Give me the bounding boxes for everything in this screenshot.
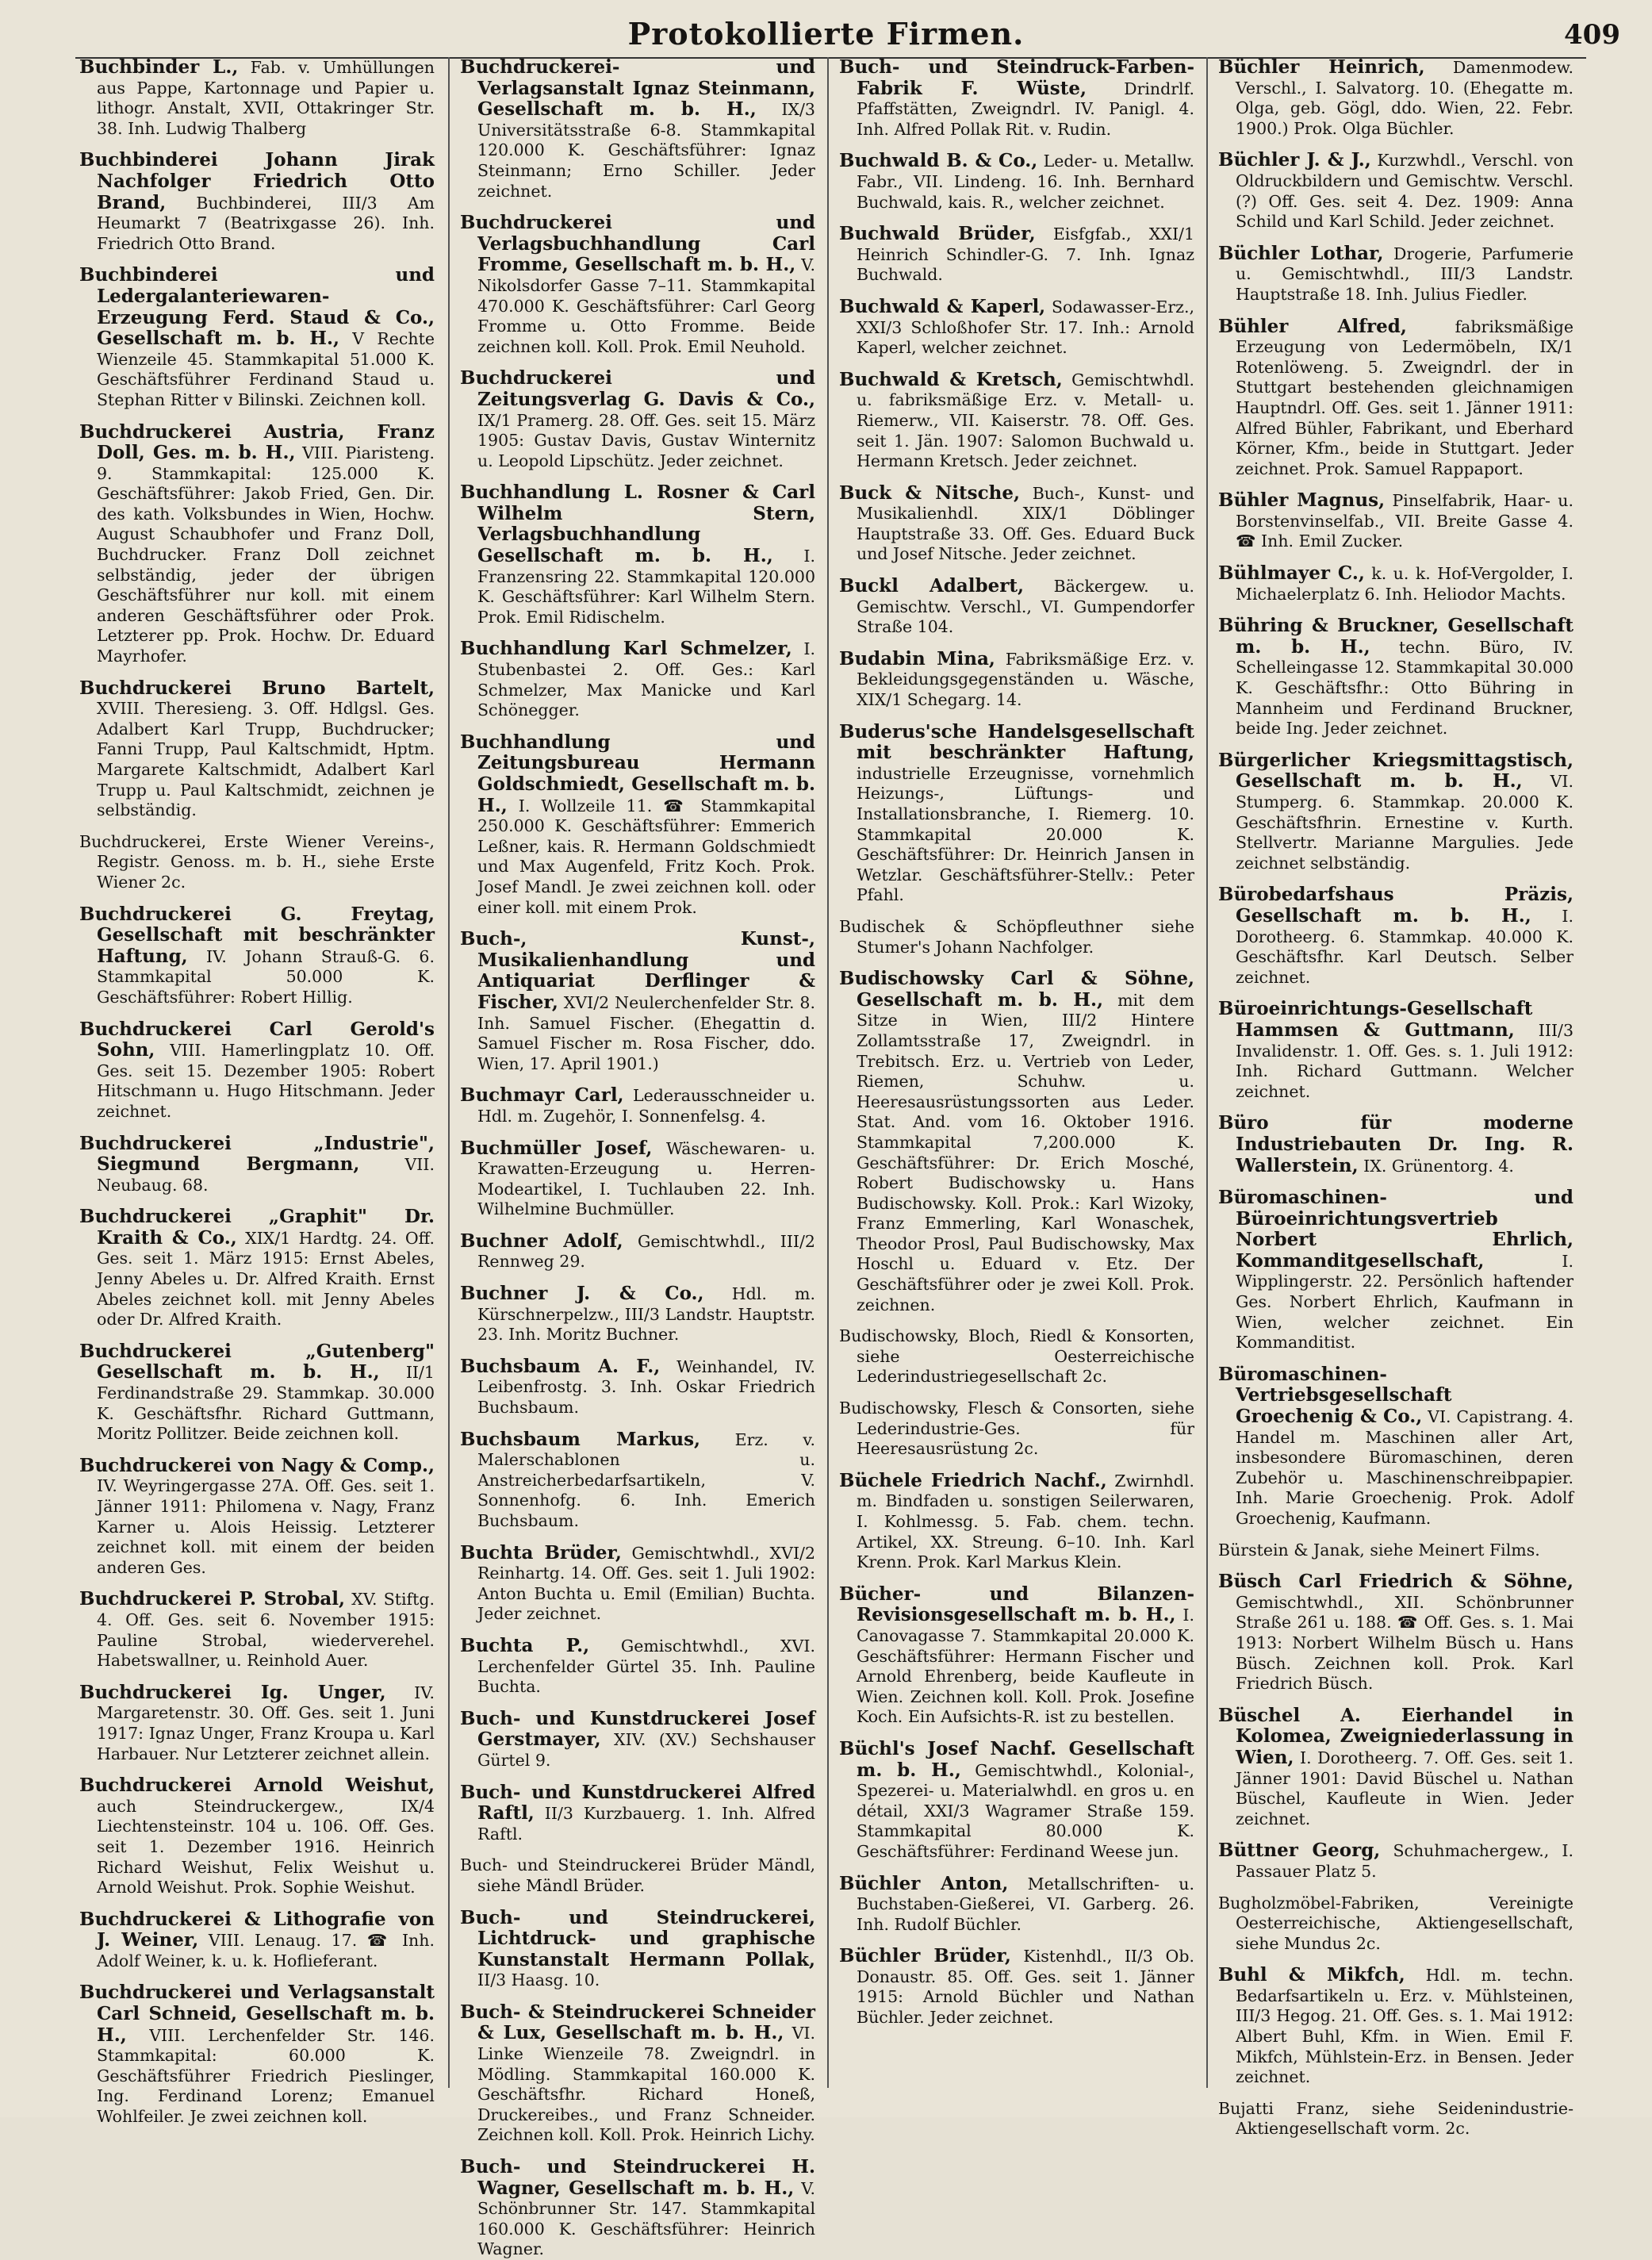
directory-entry: [839, 370, 1194, 472]
firm-details: I. Franzensring 22. Stammkapital 120.000 K. Geschäftsführer: Karl Wilhelm Stern. Prok. Emil Ridischelm.: [477, 547, 815, 627]
firm-details: VI. Capistrang. 4. Handel m. Maschinen aller Art, insbesondere Büromaschinen, deren Zubehör u. Maschinenschreibpapier. Inh. Marie Groechenig. Prok. Adolf Groechenig, Kaufmann.: [1236, 1407, 1574, 1528]
firm-details: VIII. Piaristeng. 9. Stammkapital: 125.000 K. Geschäftsführer: Jakob Fried, Gen. Dir. des kath. Volksbundes in Wien, Hochw. August Schaubhofer und Franz Doll, Buchdrucker. Franz Doll zeichnet selbständig, jeder der übrigen Geschäftsführer nur koll. mit einem anderen Geschäftsführer oder Prok. Letzterer pp. Prok. Hochw. Dr. Eduard Mayrhofer.: [97, 443, 435, 666]
firm-details: Gemischtwhdl., Kolonial-, Spezerei- u. Materialwhdl. en gros u. en détail, XXI/3 Wagramer Straße 159. Stammkapital 80.000 K. Geschäftsführer: Ferdinand Weese jun.: [857, 1760, 1194, 1861]
firm-name: Buchdruckerei- und Verlagsanstalt Ignaz Steinmann, Gesellschaft m. b. H.,: [460, 56, 815, 121]
firm-name: Buchdruckerei „Graphit" Dr. Kraith & Co.,: [79, 1206, 435, 1249]
directory-entry: [460, 368, 815, 471]
directory-entry: [839, 576, 1194, 638]
directory-entry: [79, 1775, 435, 1898]
directory-entry: [839, 917, 1194, 957]
firm-name: Buchbinder L.,: [79, 56, 239, 78]
page-number: 409: [1564, 19, 1620, 51]
firm-details: Buch- und Steindruckerei Brüder Mändl, siehe Mändl Brüder.: [460, 1855, 815, 1895]
firm-name: Bücher- und Bilanzen-Revisionsgesellschaft m. b. H.,: [839, 1583, 1194, 1626]
directory-entry: [460, 1138, 815, 1220]
directory-entry: [1218, 57, 1573, 139]
firm-details: Buch-, Kunst- und Musikalienhdl. XIX/1 Döblinger Hauptstraße 33. Off. Ges. Eduard Buck und Josef Nitsche. Jeder zeichnet.: [857, 483, 1194, 564]
firm-name: Buch- und Steindruckerei, Lichtdruck- und graphische Kunstanstalt Hermann Pollak,: [460, 1906, 815, 1970]
directory-entry: [460, 2002, 815, 2146]
directory-entry: [839, 57, 1194, 140]
directory-entry: [460, 1709, 815, 1771]
directory-entry: [1218, 2099, 1573, 2139]
firm-name: Büsch Carl Friedrich & Söhne,: [1218, 1571, 1573, 1593]
firm-details: Gemischtwhdl., III/2 Rennweg 29.: [477, 1231, 815, 1272]
firm-details: V. Nikolsdorfer Gasse 7–11. Stammkapital 470.000 K. Geschäftsführer: Carl Georg Fromme u. Otto Fromme. Beide zeichnen koll. Koll. Prok. Emil Neuhold.: [477, 255, 815, 356]
firm-details: Bujatti Franz, siehe Seidenindustrie-Aktiengesellschaft vorm. 2c.: [1218, 2098, 1573, 2139]
firm-name: Buchta Brüder,: [460, 1541, 622, 1564]
firm-name: Buchwald & Kaperl,: [839, 295, 1046, 317]
firm-name: Büchler Lothar,: [1218, 242, 1384, 264]
firm-name: Buch- und Steindruck-Farben-Fabrik F. Wüste,: [839, 56, 1194, 99]
directory-entry: [1218, 1364, 1573, 1529]
firm-details: VIII. Lerchenfelder Str. 146. Stammkapital: 60.000 K. Geschäftsführer Friedrich Pieslinger, Ing. Ferdinand Lorenz; Emanuel Wohlfeiler. Je zwei zeichnen koll.: [97, 2025, 435, 2127]
firm-name: Buchdruckerei Ig. Unger,: [79, 1681, 386, 1703]
firm-name: Büromaschinen- und Büroeinrichtungsvertrieb Norbert Ehrlich, Kommanditgesellschaft,: [1218, 1187, 1573, 1272]
directory-entry: [79, 422, 435, 667]
firm-details: VI. Linke Wienzeile 78. Zweigndrl. in Mödling. Stammkapital 160.000 K. Geschäftsfhr. Richard Honeß, Druckereibes., und Franz Schneider. Zeichnen koll. Koll. Prok. Heinrich Lichy.: [477, 2024, 815, 2145]
firm-name: Buchdruckerei „Industrie", Siegmund Bergmann,: [79, 1132, 435, 1176]
firm-name: Buckl Adalbert,: [839, 575, 1024, 597]
directory-entry: [1218, 317, 1573, 480]
directory-entry: [79, 1341, 435, 1445]
firm-name: Buchsbaum A. F.,: [460, 1355, 661, 1377]
firm-details: Gemischtwhdl., XVI/2 Reinhartg. 14. Off. Ges. seit 1. Juli 1902: Anton Buchta u. Emil (Emilian) Buchta. Jeder zeichnet.: [477, 1543, 815, 1624]
firm-name: Budischowsky Carl & Söhne, Gesellschaft m. b. H.,: [839, 968, 1194, 1011]
firm-details: Bäckergew. u. Gemischtw. Verschl., VI. Gumpendorfer Straße 104.: [857, 577, 1194, 637]
directory-entry: [1218, 750, 1573, 874]
directory-entry: [460, 1356, 815, 1418]
directory-entry: [460, 1855, 815, 1896]
firm-name: Buch- und Kunstdruckerei Josef Gerstmayer,: [460, 1707, 815, 1751]
firm-details: Buchdruckerei, Erste Wiener Vereins-, Registr. Genoss. m. b. H., siehe Erste Wiener 2c.: [79, 831, 435, 892]
firm-name: Buchhandlung L. Rosner & Carl Wilhelm Stern, Verlagsbuchhandlung Gesellschaft m. b. H.,: [460, 482, 815, 567]
firm-details: Hdl. m. techn. Bedarfsartikeln u. Erz. v. Mühlsteinen, III/3 Hegog. 21. Off. Ges. s. 1. Mai 1912: Albert Buhl, Kfm. in Wien. Emil F. Mikfch, Mühlstein-Erz. in Bensen. Jeder zeichnet.: [1236, 1966, 1573, 2087]
directory-entry: [460, 57, 815, 201]
firm-details: Bürstein & Janak, siehe Meinert Films.: [1218, 1540, 1540, 1560]
firm-details: mit dem Sitze in Wien, III/2 Hintere Zollamtsstraße 17, Zweigndrl. in Trebitsch. Erz. u. Vertrieb von Leder, Riemen, Schuhw. u. Heeresausrüstungssorten aus Leder. Stat. And. vom 16. Oktober 1916. Stammkapital 7,200.000 K. Geschäftsführer: Dr. Erich Mosché, Robert Budischowsky u. Hans Budischowsky. Koll. Prok.: Karl Wizoky, Franz Emmerling, Karl Wonaschek, Theodor Prosl, Paul Budischowsky, Max Hoschl u. Eduard v. Etz. Der Geschäftsführer oder je zwei Koll. Prok. zeichnen.: [857, 990, 1194, 1314]
directory-entry: [1218, 616, 1573, 739]
directory-entry: [460, 1636, 815, 1698]
firm-details: XV. Stiftg. 4. Off. Ges. seit 6. November 1915: Pauline Strobal, wiederverehel. Habetswallner, u. Reinhold Auer.: [97, 1590, 435, 1671]
directory-entry: [839, 483, 1194, 565]
directory-entry: [1218, 1706, 1573, 1830]
firm-name: Buchdruckerei & Lithografie von J. Weiner,: [79, 1908, 435, 1951]
directory-entry: [79, 1019, 435, 1122]
firm-name: Büchl's Josef Nachf. Gesellschaft m. b. H.,: [839, 1737, 1194, 1781]
firm-details: Leder- u. Metallw. Fabr., VII. Lindeng. 16. Inh. Bernhard Buchwald, kais. R., welcher zeichnet.: [857, 152, 1194, 212]
directory-entry: [79, 1589, 435, 1671]
directory-entry: [1218, 1113, 1573, 1176]
firm-name: Büttner Georg,: [1218, 1840, 1381, 1862]
firm-details: Kurzwhdl., Verschl. von Oldruckbildern und Gemischtw. Verschl. (?) Off. Ges. seit 4. Dez. 1909: Anna Schild und Karl Schild. Jeder zeichnet.: [1236, 151, 1573, 232]
directory-entry: [839, 224, 1194, 286]
firm-details: I. Canovagasse 7. Stammkapital 20.000 K. Geschäftsführer: Hermann Fischer und Arnold Ehrenberg, beide Kaufleute in Wien. Zeichnen koll. Koll. Prok. Josefine Koch. Ein Aufsichts-R. ist zu bestellen.: [857, 1606, 1194, 1727]
directory-entry: [79, 1909, 435, 1972]
firm-name: Buchdruckerei G. Freytag, Gesellschaft mit beschränkter Haftung,: [79, 903, 435, 967]
directory-entry: [460, 1543, 815, 1625]
directory-entry: [460, 1085, 815, 1126]
directory-entry: [1218, 563, 1573, 604]
directory-entry: [1218, 244, 1573, 305]
firm-details: Budischowsky, Bloch, Riedl & Konsorten, siehe Oesterreichische Lederindustriegesellschaft 2c.: [839, 1326, 1194, 1387]
firm-name: Buchbinderei Johann Jirak Nachfolger Friedrich Otto Brand,: [79, 149, 435, 213]
column-1: [79, 56, 435, 2127]
firm-details: Erz. v. Malerschablonen u. Anstreicherbedarfsartikeln, V. Sonnenhofg. 6. Inh. Emerich Buchsbaum.: [477, 1429, 815, 1530]
firm-name: Buchner Adolf,: [460, 1230, 623, 1252]
directory-entry: [839, 1874, 1194, 1936]
directory-entry: [460, 2157, 815, 2260]
firm-details: Gemischtwhdl. u. fabriksmäßige Erz. v. Metall- u. Riemerw., VII. Kaiserstr. 78. Off. Ges. seit 1. Jän. 1907: Salomon Buchwald u. Hermann Kretsch. Jeder zeichnet.: [857, 370, 1194, 471]
directory-entry: [460, 732, 815, 918]
directory-entry: [79, 57, 435, 139]
firm-name: Buch- und Kunstdruckerei Alfred Raftl,: [460, 1781, 815, 1824]
column-4: [1218, 56, 1574, 2139]
directory-entry: [1218, 150, 1573, 232]
firm-name: Buchdruckerei Austria, Franz Doll, Ges. m. b. H.,: [79, 420, 435, 464]
firm-name: Buchdruckerei Bruno Bartelt,: [79, 677, 435, 699]
firm-name: Buderus'sche Handelsgesellschaft mit beschränkter Haftung,: [839, 720, 1194, 764]
firm-details: Lederausschneider u. Hdl. m. Zugehör, I. Sonnenfelsg. 4.: [477, 1086, 815, 1126]
firm-details: Hdl. m. Kürschnerpelzw., III/3 Landstr. Hauptstr. 23. Inh. Moritz Buchner.: [477, 1284, 815, 1345]
directory-entry: [839, 649, 1194, 711]
firm-details: IV. Weyringergasse 27A. Off. Ges. seit 1. Jänner 1911: Philomena v. Nagy, Franz Karner u. Alois Heissig. Letzterer zeichnet koll. mit einem der beiden anderen Ges.: [97, 1476, 435, 1577]
firm-details: XVIII. Theresieng. 3. Off. Hdlgsl. Ges. Adalbert Karl Trupp, Buchdrucker; Fanni Trupp, Paul Kaltschmidt, Hptm. Margarete Kaltschmidt, Adalbert Karl Trupp u. Paul Kaltschmidt, zeichnen je selbständig.: [97, 699, 435, 820]
directory-entry: [460, 482, 815, 627]
firm-details: Kistenhdl., II/3 Ob. Donaustr. 85. Off. Ges. seit 1. Jänner 1915: Arnold Büchler und Nathan Büchler. Jeder zeichnet.: [857, 1947, 1194, 2028]
firm-details: Weinhandel, IV. Leibenfrostg. 3. Inh. Oskar Friedrich Buchsbaum.: [477, 1356, 815, 1418]
directory-entry: [1218, 1894, 1573, 1955]
firm-details: IX. Grünentorg. 4.: [1363, 1156, 1514, 1176]
directory-entry: [460, 1231, 815, 1272]
directory-entry: [1218, 1188, 1573, 1353]
firm-name: Büchler Heinrich,: [1218, 56, 1425, 78]
column-divider: [827, 57, 829, 2088]
firm-name: Büromaschinen-Vertriebsgesellschaft Groechenig & Co.,: [1218, 1363, 1452, 1428]
firm-name: Buchhandlung Karl Schmelzer,: [460, 638, 792, 660]
firm-details: V. Schönbrunner Str. 147. Stammkapital 160.000 K. Geschäftsführer: Heinrich Wagner.: [477, 2178, 815, 2259]
column-3: [839, 57, 1194, 2088]
directory-entry: [79, 1982, 435, 2127]
firm-details: Drindrlf. Pfaffstätten, Zweigndrl. IV. Panigl. 4. Inh. Alfred Pollak Rit. v. Rudin.: [857, 79, 1194, 139]
directory-entry: [79, 1207, 435, 1330]
directory-entry: [1218, 884, 1573, 988]
firm-details: industrielle Erzeugnisse, vornehmlich Heizungs-, Lüftungs- und Installationsbranche, I. Riemerg. 10. Stammkapital 20.000 K. Geschäftsführer: Dr. Heinrich Jansen in Wetzlar. Geschäftsführer-Stellv.: Peter Pfahl.: [857, 763, 1194, 905]
firm-name: Buchdruckerei und Verlagsbuchhandlung Carl Fromme, Gesellschaft m. b. H.,: [460, 212, 815, 276]
directory-entry: [839, 1326, 1194, 1387]
firm-details: V Rechte Wienzeile 45. Stammkapital 51.000 K. Geschäftsführer Ferdinand Staud u. Stephan Ritter v Bilinski. Zeichnen koll.: [97, 329, 435, 409]
firm-details: fabriksmäßige Erzeugung von Ledermöbeln, IX/1 Rotenlöweng. 5. Zweigndrl. der in Stuttgart bestehenden gleichnamigen Hauptndrl. Off. Ges. seit 1. Jänner 1911: Alfred Bühler, Fabrikant, und Eberhard Körner, Kfm., beide in Stuttgart. Jeder zeichnet. Prok. Samuel Rappaport.: [1236, 317, 1573, 478]
firm-name: Buchdruckerei P. Strobal,: [79, 1588, 346, 1610]
firm-name: Bühring & Bruckner, Gesellschaft m. b. H.,: [1218, 615, 1573, 658]
firm-details: VI. Stumperg. 6. Stammkap. 20.000 K. Geschäftsfhrin. Ernestine v. Kurth. Stellvertr. Marianne Margulies. Jede zeichnet selbständig.: [1236, 772, 1573, 873]
firm-details: Eisfgfab., XXI/1 Heinrich Schindler-G. 7. Inh. Ignaz Buchwald.: [857, 224, 1194, 285]
firm-name: Buhl & Mikfch,: [1218, 1964, 1405, 1986]
firm-details: I. Wollzeile 11. ☎ Stammkapital 250.000 K. Geschäftsführer: Emmerich Leßner, kais. R. Hermann Goldschmiedt und Max Augenfeld, Fritz Koch. Prok. Josef Mandl. Je zwei zeichnen koll. oder einer koll. mit einem Prok.: [477, 796, 815, 917]
firm-name: Buchta P.,: [460, 1634, 590, 1656]
firm-name: Buch- und Steindruckerei H. Wagner, Gesellschaft m. b. H.,: [460, 2156, 815, 2199]
firm-name: Buchdruckerei und Zeitungsverlag G. Davis & Co.,: [460, 367, 815, 410]
firm-details: Pinselfabrik, Haar- u. Borstenvinselfab., VII. Breite Gasse 4. ☎ Inh. Emil Zucker.: [1236, 491, 1573, 551]
firm-name: Bühlmayer C.,: [1218, 562, 1365, 585]
firm-details: Fabriksmäßige Erz. v. Bekleidungsgegenständen u. Wäsche, XIX/1 Schegarg. 14.: [857, 649, 1194, 710]
firm-details: IX/3 Universitätsstraße 6-8. Stammkapital 120.000 K. Geschäftsführer: Ignaz Steinmann; Erno Schiller. Jeder zeichnet.: [477, 100, 815, 201]
firm-details: IX/1 Pramerg. 28. Off. Ges. seit 15. März 1905: Gustav Davis, Gustav Winternitz u. Leopold Lipschütz. Jeder zeichnet.: [477, 410, 815, 470]
directory-entry: [1218, 999, 1573, 1102]
firm-name: Buchwald Brüder,: [839, 223, 1036, 245]
firm-details: I. Dorotheerg. 7. Off. Ges. seit 1. Jänner 1901: David Büschel u. Nathan Büschel, Kaufleute in Wien. Jeder zeichnet.: [1236, 1748, 1573, 1828]
directory-entry: [460, 1429, 815, 1532]
firm-details: III/3 Invalidenstr. 1. Off. Ges. s. 1. Juli 1912: Inh. Richard Guttmann. Welcher zeichnet.: [1236, 1020, 1573, 1101]
firm-details: I. Wipplingerstr. 22. Persönlich haftender Ges. Norbert Ehrlich, Kaufmann in Wien, welcher zeichnet. Ein Kommanditist.: [1236, 1251, 1573, 1353]
directory-entry: [1218, 1541, 1573, 1561]
directory-entry: [79, 904, 435, 1008]
directory-entry: [460, 929, 815, 1074]
column-divider: [448, 57, 450, 2088]
directory-entry: [839, 1584, 1194, 1728]
directory-entry: [839, 1399, 1194, 1460]
firm-name: Buchhandlung und Zeitungsbureau Hermann Goldschmiedt, Gesellschaft m. b. H.,: [460, 731, 815, 816]
firm-name: Büchler Brüder,: [839, 1945, 1011, 1967]
firm-name: Buchdruckerei von Nagy & Comp.,: [79, 1454, 435, 1476]
firm-name: Buchwald B. & Co.,: [839, 150, 1038, 172]
directory-entry: [79, 1456, 435, 1579]
directory-entry: [460, 1908, 815, 1991]
firm-name: Buchdruckerei Carl Gerold's Sohn,: [79, 1018, 435, 1061]
column-divider: [1206, 57, 1208, 2088]
firm-name: Buck & Nitsche,: [839, 482, 1020, 504]
firm-details: I. Stubenbastei 2. Off. Ges.: Karl Schmelzer, Max Manicke und Karl Schönegger.: [477, 639, 815, 720]
directory-entry: [460, 1283, 815, 1345]
directory-entry: [460, 1782, 815, 1845]
firm-details: Wäschewaren- u. Krawatten-Erzeugung u. Herren-Modeartikel, I. Tuchlauben 22. Inh. Wilhelmine Buchmüller.: [477, 1138, 815, 1219]
firm-name: Budabin Mina,: [839, 647, 995, 670]
firm-details: Sodawasser-Erz., XXI/3 Schloßhofer Str. 17. Inh.: Arnold Kaperl, welcher zeichnet.: [857, 297, 1194, 358]
directory-entry: [1218, 490, 1573, 552]
firm-details: Budischowsky, Flesch & Consorten, siehe Lederindustrie-Ges. für Heeresausrüstung 2c.: [839, 1399, 1194, 1459]
directory-entry: [1218, 1571, 1573, 1694]
firm-name: Buchdruckerei Arnold Weishut,: [79, 1775, 435, 1797]
directory-entry: [79, 265, 435, 410]
firm-name: Bühler Alfred,: [1218, 315, 1407, 337]
firm-details: XIX/1 Hardtg. 24. Off. Ges. seit 1. März 1915: Ernst Abeles, Jenny Abeles u. Dr. Alfred Kraith. Ernst Abeles zeichnet koll. mit Jenny Abeles oder Dr. Alfred Kraith.: [97, 1228, 435, 1330]
firm-details: Bugholzmöbel-Fabriken, Vereinigte Oesterreichische, Aktiengesellschaft, siehe Mundus 2c.: [1218, 1893, 1573, 1953]
directory-entry: [1218, 1840, 1573, 1882]
firm-name: Büroeinrichtungs-Gesellschaft Hammsen & Guttmann,: [1218, 998, 1533, 1041]
firm-name: Bürobedarfshaus Präzis, Gesellschaft m. b. H.,: [1218, 884, 1573, 927]
directory-entry: [79, 678, 435, 821]
page-title: Protokollierte Firmen.: [627, 16, 1025, 52]
firm-name: Buchbinderei und Ledergalanteriewaren-Erzeugung Ferd. Staud & Co., Gesellschaft m. b. H.,: [79, 264, 435, 350]
directory-entry: [839, 297, 1194, 359]
firm-name: Buchdruckerei und Verlagsanstalt Carl Schneid, Gesellschaft m. b. H.,: [79, 1982, 435, 2046]
directory-entry: [79, 832, 435, 893]
firm-details: auch Steindruckergew., IX/4 Liechtensteinstr. 104 u. 106. Off. Ges. seit 1. Dezember 1916. Heinrich Richard Weishut, Felix Weishut u. Arnold Weishut. Prok. Sophie Weishut.: [97, 1796, 435, 1897]
firm-name: Buchmüller Josef,: [460, 1137, 653, 1159]
firm-details: II/3 Kurzbauerg. 1. Inh. Alfred Raftl.: [477, 1804, 815, 1844]
firm-details: XVI/2 Neulerchenfelder Str. 8. Inh. Samuel Fischer. (Ehegattin d. Samuel Fischer m. Rosa Fischer, ddo. Wien, 17. April 1901.): [477, 992, 815, 1073]
firm-details: II/3 Haasg. 10.: [477, 1970, 600, 1990]
firm-name: Buchwald & Kretsch,: [839, 368, 1063, 390]
firm-name: Buchmayr Carl,: [460, 1084, 624, 1107]
directory-entry: [1218, 1965, 1573, 2088]
firm-details: Drogerie, Parfumerie u. Gemischtwhdl., III/3 Landstr. Hauptstraße 18. Inh. Julius Fiedler.: [1236, 244, 1573, 304]
firm-details: Gemischtwhdl., XVI. Lerchenfelder Gürtel 35. Inh. Pauline Buchta.: [477, 1636, 815, 1697]
directory-entry: [460, 639, 815, 720]
firm-name: Büchler J. & J.,: [1218, 149, 1371, 171]
firm-details: Damenmodew. Verschl., I. Salvatorg. 10. (Ehegatte m. Olga, geb. Gögl, ddo. Wien, 22. Febr. 1900.) Prok. Olga Büchler.: [1236, 58, 1573, 138]
firm-details: Metallschriften- u. Buchstaben-Gießerei, VI. Garberg. 26. Inh. Rudolf Büchler.: [857, 1874, 1194, 1934]
directory-entry: [460, 213, 815, 357]
firm-details: I. Dorotheerg. 6. Stammkap. 40.000 K. Geschäftsfhr. Karl Deutsch. Selber zeichnet.: [1236, 906, 1573, 987]
directory-entry: [79, 1134, 435, 1196]
firm-name: Buchsbaum Markus,: [460, 1428, 701, 1450]
firm-name: Büro für moderne Industriebauten Dr. Ing. R. Wallerstein,: [1218, 1112, 1573, 1176]
firm-details: VIII. Hamerlingplatz 10. Off. Ges. seit 15. Dezember 1905: Robert Hitschmann u. Hugo Hitschmann. Jeder zeichnet.: [97, 1041, 435, 1121]
firm-name: Buch- & Steindruckerei Schneider & Lux, Gesellschaft m. b. H.,: [460, 2001, 815, 2044]
firm-details: II/1 Ferdinandstraße 29. Stammkap. 30.000 K. Geschäftsfhr. Richard Guttmann, Moritz Pollitzer. Beide zeichnen koll.: [97, 1363, 435, 1444]
directory-entry: [839, 722, 1194, 906]
firm-details: VIII. Lenaug. 17. ☎ Inh. Adolf Weiner, k. u. k. Hoflieferant.: [97, 1931, 435, 1970]
firm-details: VII. Neubaug. 68.: [97, 1155, 435, 1195]
column-2: [460, 56, 815, 2259]
firm-name: Buchner J. & Co.,: [460, 1283, 704, 1305]
firm-name: Büchele Friedrich Nachf.,: [839, 1469, 1107, 1491]
firm-name: Büchler Anton,: [839, 1872, 1009, 1894]
firm-name: Bühler Magnus,: [1218, 489, 1386, 512]
firm-name: Buchdruckerei „Gutenberg" Gesellschaft m. b. H.,: [79, 1340, 435, 1383]
firm-details: k. u. k. Hof-Vergolder, I. Michaelerplatz 6. Inh. Heliodor Machts.: [1236, 564, 1573, 604]
firm-name: Büschel A. Eierhandel in Kolomea, Zweigniederlassung in Wien,: [1218, 1704, 1573, 1768]
firm-details: Buchbinderei, III/3 Am Heumarkt 7 (Beatrixgasse 26). Inh. Friedrich Otto Brand.: [97, 193, 435, 253]
directory-entry: [839, 969, 1194, 1315]
firm-details: Gemischtwhdl., XII. Schönbrunner Straße 261 u. 188. ☎ Off. Ges. s. 1. Mai 1913: Norbert Wilhelm Büsch u. Hans Büsch. Zeichnen koll. Prok. Karl Friedrich Büsch.: [1236, 1592, 1573, 1694]
firm-details: IV. Margaretenstr. 30. Off. Ges. seit 1. Juni 1917: Ignaz Unger, Franz Kroupa u. Karl Harbauer. Nur Letzterer zeichnet allein.: [97, 1683, 435, 1763]
firm-details: Zwirnhdl. m. Bindfaden u. sonstigen Seilerwaren, I. Kohlmessg. 5. Fab. chem. techn. Artikel, XX. Streung. 6–10. Inh. Karl Krenn. Prok. Karl Markus Klein.: [857, 1471, 1194, 1572]
firm-details: Budischek & Schöpfleuthner siehe Stumer's Johann Nachfolger.: [839, 916, 1194, 957]
directory-entry: [839, 1946, 1194, 2028]
firm-details: techn. Büro, IV. Schelleingasse 12. Stammkapital 30.000 K. Geschäftsfhr.: Otto Bühring in Mannheim und Ferdinand Bruckner, beide Ing. Jeder zeichnet.: [1236, 637, 1573, 739]
firm-details: XIV. (XV.) Sechshauser Gürtel 9.: [477, 1730, 815, 1770]
directory-entry: [79, 150, 435, 254]
directory-entry: [839, 1739, 1194, 1863]
directory-entry: [79, 1683, 435, 1764]
firm-name: Bürgerlicher Kriegsmittagstisch, Gesellschaft m. b. H.,: [1218, 749, 1573, 792]
directory-entry: [839, 1471, 1194, 1573]
directory-entry: [839, 151, 1194, 213]
firm-details: Schuhmachergew., I. Passauer Platz 5.: [1236, 1841, 1573, 1881]
firm-details: IV. Johann Strauß-G. 6. Stammkapital 50.000 K. Geschäftsführer: Robert Hillig.: [97, 946, 435, 1007]
firm-details: Fab. v. Umhüllungen aus Pappe, Kartonnage und Papier u. lithogr. Anstalt, XVII, Ottakringer Str. 38. Inh. Ludwig Thalberg: [97, 58, 435, 138]
firm-name: Buch-, Kunst-, Musikalienhandlung und Antiquariat Derflinger & Fischer,: [460, 928, 815, 1013]
